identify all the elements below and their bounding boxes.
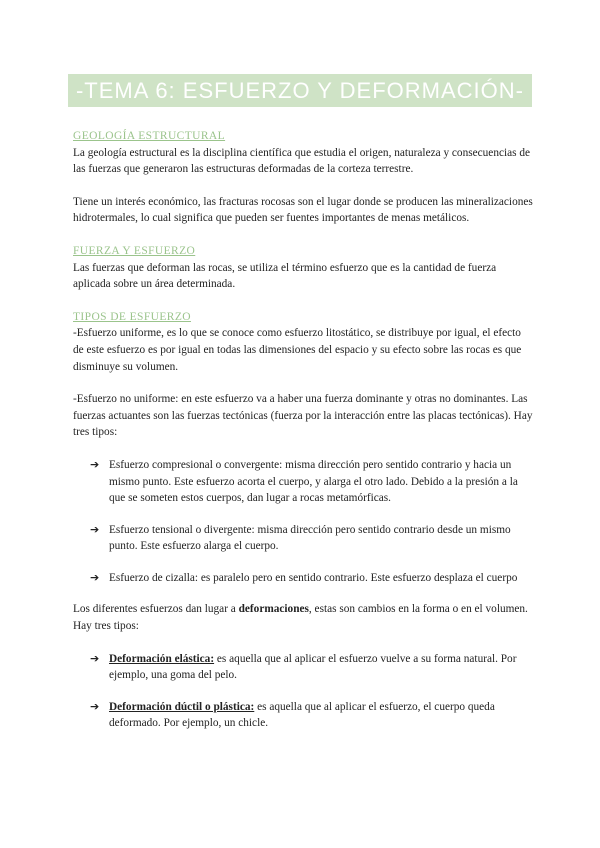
deformation-types-list bbox=[73, 651, 533, 732]
list-item-text: Esfuerzo de cizalla: es paralelo pero en sentido contrario. Este esfuerzo desplaza el cuerpo bbox=[109, 571, 518, 584]
arrow-icon: ➔ bbox=[90, 651, 100, 665]
paragraph-geologia-1: La geología estructural es la disciplina científica que estudia el origen, naturaleza y consecuencias de las fuerzas que generaron las estructuras deformadas de la corteza terrestre. bbox=[73, 146, 531, 176]
paragraph-tipos-2: -Esfuerzo no uniforme: en este esfuerzo va a haber una fuerza dominante y otras no dominantes. Las fuerzas actuantes son las fuerzas tectónicas (fuerza por la interacción entre las placas tectónicas). Hay tres tipos: bbox=[73, 393, 533, 439]
list-item bbox=[73, 699, 533, 732]
heading-tipos: TIPOS DE ESFUERZO bbox=[73, 310, 191, 323]
deformation-term: Deformación dúctil o plástica: bbox=[109, 700, 255, 713]
paragraph-tipos-1: -Esfuerzo uniforme, es lo que se conoce como esfuerzo litostático, se distribuye por igual, el efecto de este esfuerzo es por igual en todas las dimensiones del espacio y su efecto sobre las rocas es que disminuye su volumen. bbox=[73, 327, 522, 373]
title-wrap bbox=[0, 74, 600, 107]
list-item-text: Esfuerzo tensional o divergente: misma dirección pero sentido contrario desde un mismo punto. Este esfuerzo alarga el cuerpo. bbox=[109, 523, 511, 553]
paragraph-fuerza-1: Las fuerzas que deforman las rocas, se utiliza el término esfuerzo que es la cantidad de fuerza aplicada sobre un área determinada. bbox=[73, 261, 497, 291]
deformation-term: Deformación elástica: bbox=[109, 652, 215, 665]
text-segment: Los diferentes esfuerzos dan lugar a bbox=[73, 603, 239, 616]
arrow-icon: ➔ bbox=[90, 699, 100, 713]
list-item-text: Esfuerzo compresional o convergente: misma dirección pero sentido contrario y hacia un mismo punto. Este esfuerzo acorta el cuerpo, y alarga el otro lado. Debido a la presión a la que se someten estos cuerpos, dan lugar a rocas metamórficas. bbox=[109, 458, 518, 505]
stress-types-list bbox=[73, 457, 533, 587]
deformation-text: es aquella que al aplicar el esfuerzo vuelve a su forma natural. Por ejemplo, una goma del pelo. bbox=[109, 652, 517, 682]
arrow-icon: ➔ bbox=[90, 570, 100, 584]
bold-term: deformaciones bbox=[238, 603, 309, 616]
heading-geologia: GEOLOGÍA ESTRUCTURAL bbox=[73, 130, 226, 142]
text-segment: , estas son cambios en la forma o en el volumen. Hay tres tipos: bbox=[73, 603, 528, 633]
list-item bbox=[73, 522, 533, 555]
arrow-icon: ➔ bbox=[90, 522, 100, 536]
document-body bbox=[73, 128, 533, 747]
arrow-icon: ➔ bbox=[90, 457, 100, 471]
paragraph-deformaciones bbox=[73, 601, 533, 634]
list-item bbox=[73, 651, 533, 684]
paragraph-geologia-2: Tiene un interés económico, las fracturas rocosas son el lugar donde se producen las mineralizaciones hidrotermales, lo cual significa que pueden ser fuentes importantes de menas metálicos. bbox=[73, 195, 533, 225]
page-title: -TEMA 6: ESFUERZO Y DEFORMACIÓN- bbox=[68, 74, 532, 107]
heading-fuerza: FUERZA Y ESFUERZO bbox=[73, 244, 196, 257]
deformation-text: es aquella que al aplicar el esfuerzo, el cuerpo queda deformado. Por ejemplo, un chicle. bbox=[109, 700, 495, 730]
list-item bbox=[73, 457, 533, 507]
list-item bbox=[73, 570, 533, 587]
